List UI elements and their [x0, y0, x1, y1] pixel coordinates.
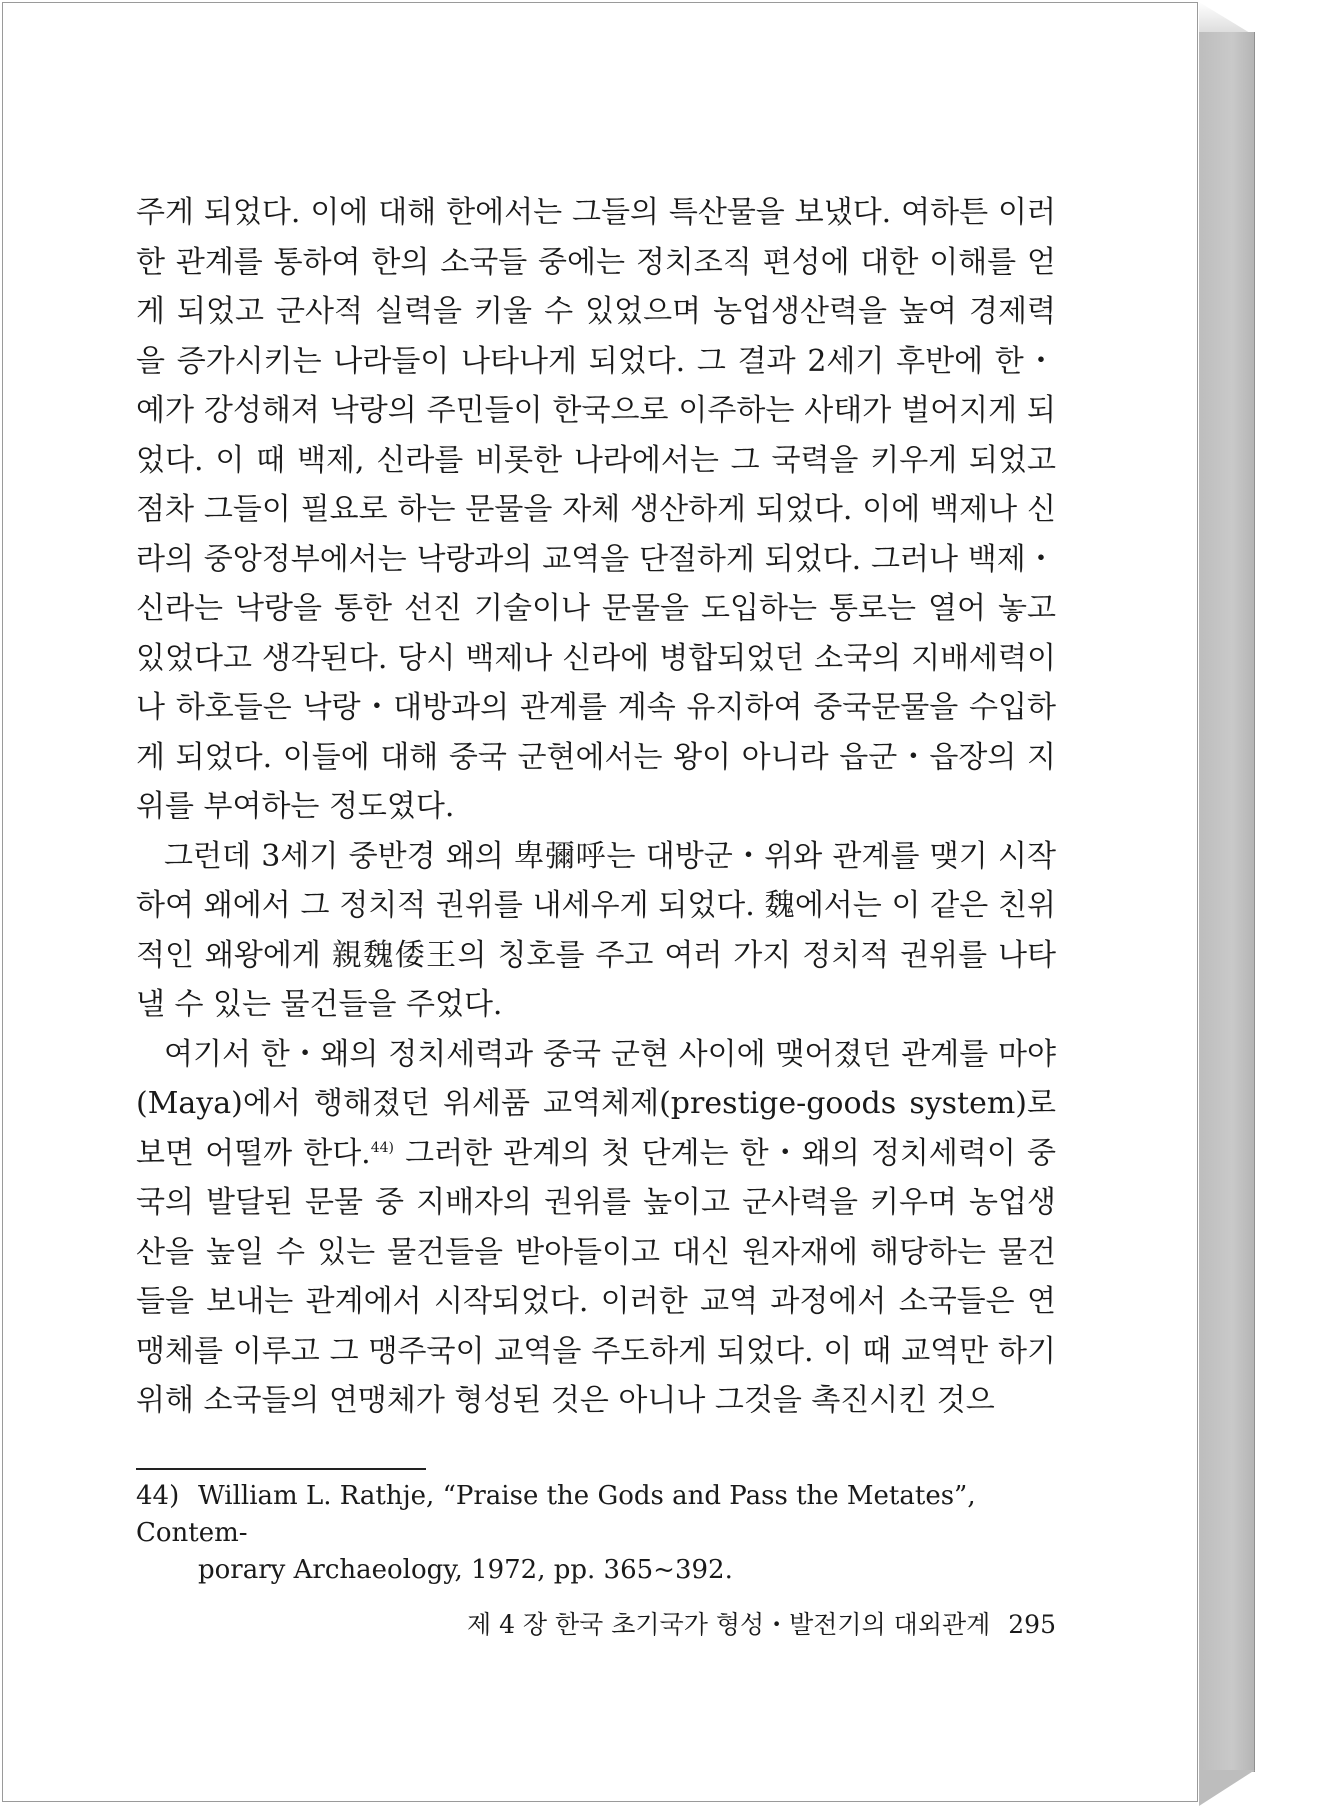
paragraph-2: 그런데 3세기 중반경 왜의 卑彌呼는 대방군・위와 관계를 맺기 시작하여 왜에서 그 정치적 권위를 내세우게 되었다. 魏에서는 이 같은 친위적인 왜왕에게 親魏倭王의 칭호를 주고 여러 가지 정치적 권위를 나타낼 수 있는 물건들을 주었다.	[136, 838, 1056, 1022]
paragraph-3-text-after: 그러한 관계의 첫 단계는 한・왜의 정치세력이 중국의 발달된 문물 중 지배자의 권위를 높이고 군사력을 키우며 농업생산을 높일 수 있는 물건들을 받아들이고 대신 원자재에 해당하는 물건들을 보내는 관계에서 시작되었다. 이러한 교역 과정에서 소국들은 연맹체를 이루고 그 맹주국이 교역을 주도하게 되었다. 이 때 교역만 하기 위해 소국들의 연맹체가 형성된 것은 아니나 그것을 촉진시킨 것으	[136, 1135, 1056, 1418]
body-text	[136, 188, 1056, 1426]
footnote-divider	[136, 1468, 426, 1470]
footnote-line-1	[136, 1478, 1056, 1552]
footnote	[136, 1478, 1056, 1589]
footnote-text-line-2: porary Archaeology, 1972, pp. 365~392.	[198, 1555, 733, 1585]
paragraph-3-text-before: 여기서 한・왜의 정치세력과 중국 군현 사이에 맺어졌던 관계를 마야(Maya)에서 행해졌던 위세품 교역체제(prestige-goods system)로 보면 어떨까 한다.	[136, 1036, 1056, 1171]
page-stack-bottom-edge	[1199, 1770, 1255, 1806]
paragraph-1: 주게 되었다. 이에 대해 한에서는 그들의 특산물을 보냈다. 여하튼 이러한 관계를 통하여 한의 소국들 중에는 정치조직 편성에 대한 이해를 얻게 되었고 군사적 실력을 키울 수 있었으며 농업생산력을 높여 경제력을 증가시키는 나라들이 나타나게 되었다. 그 결과 2세기 후반에 한・예가 강성해져 낙랑의 주민들이 한국으로 이주하는 사태가 벌어지게 되었다. 이 때 백제, 신라를 비롯한 나라에서는 그 국력을 키우게 되었고 점차 그들이 필요로 하는 문물을 자체 생산하게 되었다. 이에 백제나 신라의 중앙정부에서는 낙랑과의 교역을 단절하게 되었다. 그러나 백제・신라는 낙랑을 통한 선진 기술이나 문물을 도입하는 통로는 열어 놓고 있었다고 생각된다. 당시 백제나 신라에 병합되었던 소국의 지배세력이나 하호들은 낙랑・대방과의 관계를 계속 유지하여 중국문물을 수입하게 되었다. 이들에 대해 중국 군현에서는 왕이 아니라 읍군・읍장의 지위를 부여하는 정도였다.	[136, 195, 1056, 824]
paragraph-3	[136, 1030, 1056, 1426]
footnote-text-line-1: William L. Rathje, “Praise the Gods and Pass the Metates”, Contem-	[136, 1481, 976, 1548]
footnote-number: 44)	[136, 1481, 180, 1511]
page-stack-top-edge	[1199, 2, 1255, 36]
chapter-title: 제 4 장 한국 초기국가 형성・발전기의 대외관계	[466, 1610, 991, 1639]
footnote-reference[interactable]: 44)	[370, 1139, 394, 1156]
page-stack-edge	[1199, 32, 1255, 1772]
running-footer	[136, 1605, 1056, 1641]
page-number: 295	[1008, 1610, 1056, 1639]
